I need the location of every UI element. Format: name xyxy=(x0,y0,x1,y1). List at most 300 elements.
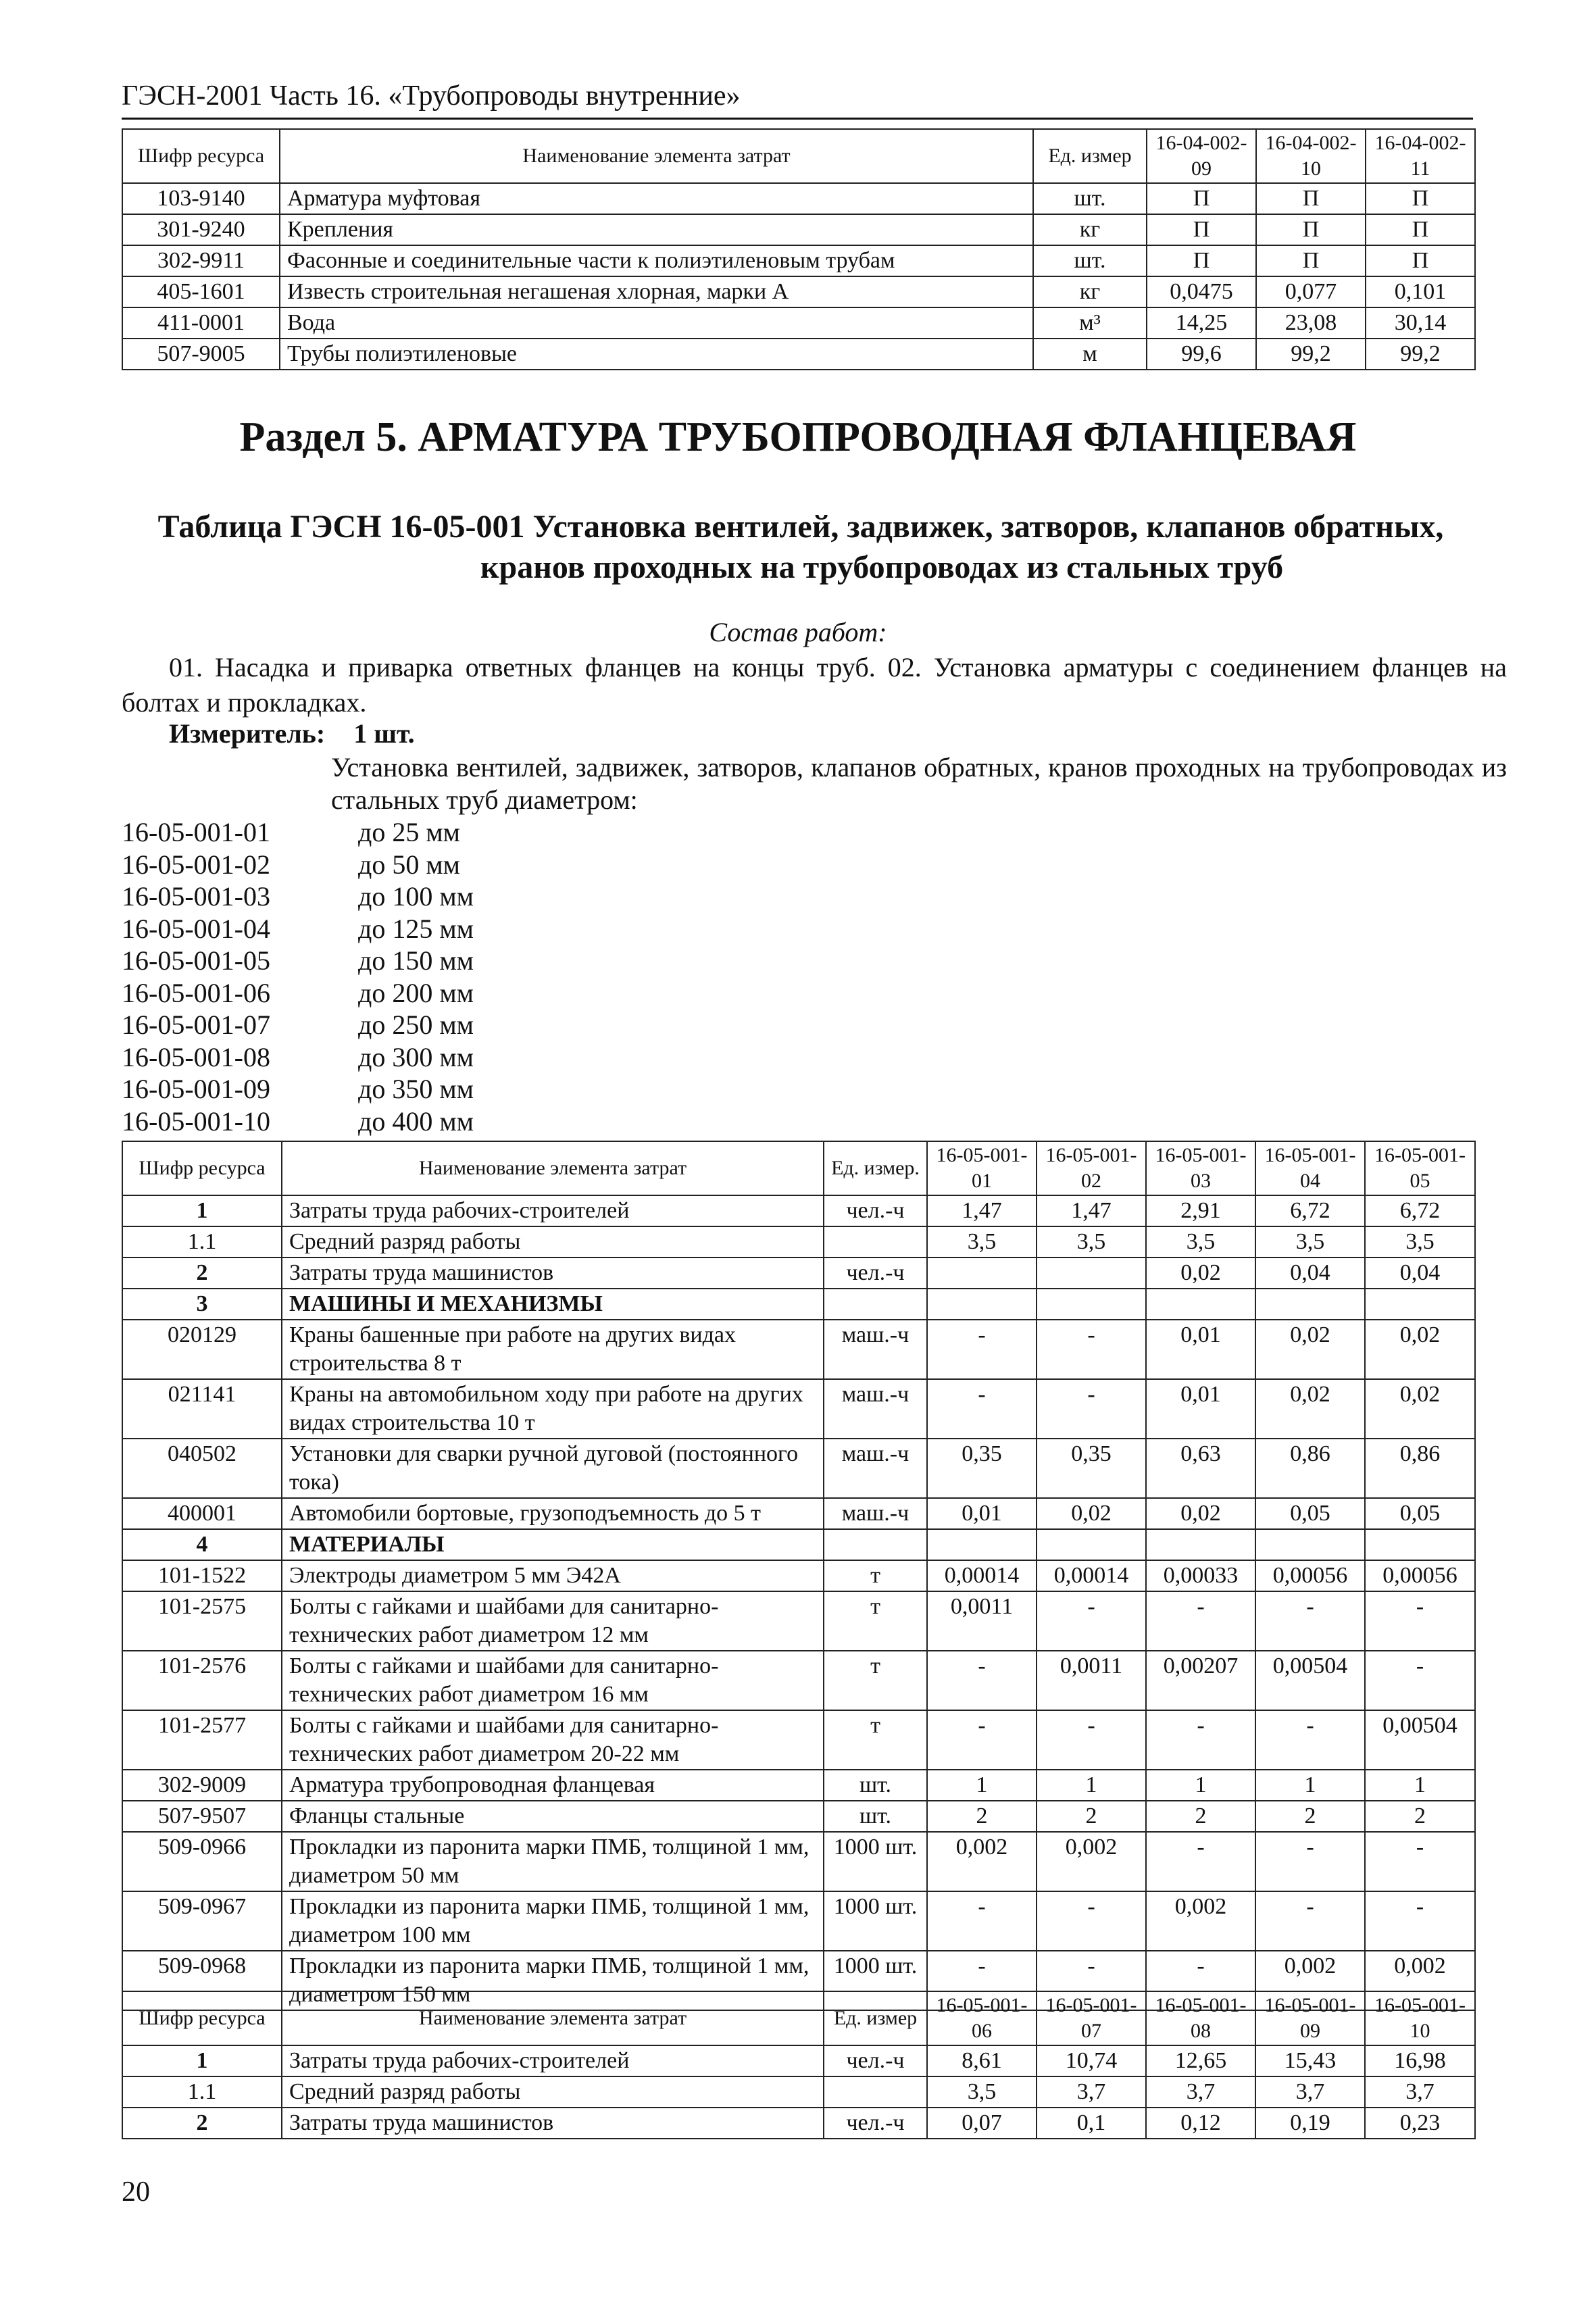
table-cell: - xyxy=(927,1320,1037,1379)
table-cell: П xyxy=(1256,183,1366,214)
table-cell: 3,7 xyxy=(1365,2076,1475,2108)
column-header: 16-05-001-08 xyxy=(1146,1991,1255,2045)
table-cell: 302-9009 xyxy=(122,1770,282,1801)
table-cell: 405-1601 xyxy=(122,276,280,307)
column-header: 16-04-002-10 xyxy=(1256,129,1366,183)
table-cell: 1 xyxy=(1037,1770,1146,1801)
column-header: Ед. измер xyxy=(1033,129,1147,183)
table-cell: Затраты труда машинистов xyxy=(282,2108,824,2139)
column-header: Ед. измер. xyxy=(824,1141,927,1195)
table-cell: Средний разряд работы xyxy=(282,1226,824,1258)
table-cell: - xyxy=(1146,1710,1255,1770)
table-row xyxy=(122,183,1475,214)
table-cell: 020129 xyxy=(122,1320,282,1379)
table-cell: 0,35 xyxy=(1037,1439,1146,1498)
table-cell: 0,00504 xyxy=(1365,1710,1475,1770)
table-cell: 0,1 xyxy=(1037,2108,1146,2139)
table-cell: 0,02 xyxy=(1365,1379,1475,1439)
table-row xyxy=(122,1801,1475,1832)
table-cell: Фланцы стальные xyxy=(282,1801,824,1832)
table-cell: - xyxy=(1255,1591,1365,1651)
table-cell: 10,74 xyxy=(1037,2045,1146,2076)
table-cell: Крепления xyxy=(280,214,1033,245)
table-row xyxy=(122,1195,1475,1226)
table-row xyxy=(122,1379,1475,1439)
table-cell: - xyxy=(1037,1379,1146,1439)
table-cell: 3,5 xyxy=(927,1226,1037,1258)
table-cell: 507-9507 xyxy=(122,1801,282,1832)
table-title-line2: кранов проходных на трубопроводах из стальных труб xyxy=(480,549,1284,585)
column-header: 16-04-002-11 xyxy=(1366,129,1475,183)
column-header: 16-05-001-06 xyxy=(927,1991,1037,2045)
table-cell: П xyxy=(1366,245,1475,276)
table-cell: 0,002 xyxy=(927,1832,1037,1891)
meter-value: 1 шт. xyxy=(353,718,415,749)
rate-description: до 150 мм xyxy=(358,945,474,976)
table-cell: 1 xyxy=(1255,1770,1365,1801)
table-bottom xyxy=(122,1991,1476,2139)
table-cell: Краны на автомобильном ходу при работе на других видах строительства 10 т xyxy=(282,1379,824,1439)
table-cell: - xyxy=(927,1710,1037,1770)
table-cell: чел.-ч xyxy=(824,1195,927,1226)
table-cell: 509-0967 xyxy=(122,1891,282,1951)
table-cell: 0,04 xyxy=(1365,1258,1475,1289)
table-cell: 2 xyxy=(1365,1801,1475,1832)
table-cell: т xyxy=(824,1710,927,1770)
table-cell: 507-9005 xyxy=(122,339,280,370)
table-cell: - xyxy=(1037,1951,1146,2010)
table-cell: 1000 шт. xyxy=(824,1951,927,2010)
table-header-row xyxy=(122,1991,1475,2045)
column-header: 16-05-001-01 xyxy=(927,1141,1037,1195)
table-cell: - xyxy=(1146,1951,1255,2010)
table-cell: 021141 xyxy=(122,1379,282,1439)
table-cell: 1,47 xyxy=(1037,1195,1146,1226)
table-cell: шт. xyxy=(824,1801,927,1832)
rate-item xyxy=(122,945,474,977)
table-cell xyxy=(927,1258,1037,1289)
table-cell: 0,002 xyxy=(1146,1891,1255,1951)
column-header: Шифр ресурса xyxy=(122,1141,282,1195)
table-cell: Вода xyxy=(280,307,1033,339)
rate-item xyxy=(122,913,474,945)
table-cell: маш.-ч xyxy=(824,1379,927,1439)
table-cell: 411-0001 xyxy=(122,307,280,339)
column-header: 16-05-001-10 xyxy=(1365,1991,1475,2045)
table-cell: Затраты труда рабочих-строителей xyxy=(282,2045,824,2076)
table-cell: 6,72 xyxy=(1255,1195,1365,1226)
table-cell: 101-2576 xyxy=(122,1651,282,1710)
table-cell: 3,7 xyxy=(1255,2076,1365,2108)
table-row xyxy=(122,1891,1475,1951)
table-cell xyxy=(824,1226,927,1258)
table-row xyxy=(122,1651,1475,1710)
table-cell: 99,2 xyxy=(1256,339,1366,370)
table-cell: 0,02 xyxy=(1255,1379,1365,1439)
table-cell: 2 xyxy=(122,1258,282,1289)
table-cell: Прокладки из паронита марки ПМБ, толщиной 1 мм, диаметром 150 мм xyxy=(282,1951,824,2010)
rate-code: 16-05-001-10 xyxy=(122,1105,270,1137)
table-cell: 0,12 xyxy=(1146,2108,1255,2139)
table-cell: Установки для сварки ручной дуговой (постоянного тока) xyxy=(282,1439,824,1498)
table-cell: 0,02 xyxy=(1255,1320,1365,1379)
table-cell: 0,077 xyxy=(1256,276,1366,307)
rate-code: 16-05-001-02 xyxy=(122,849,270,880)
table-cell: 101-2575 xyxy=(122,1591,282,1651)
rate-description: до 200 мм xyxy=(358,977,474,1008)
rate-code: 16-05-001-07 xyxy=(122,1010,270,1040)
table-cell: Прокладки из паронита марки ПМБ, толщиной 1 мм, диаметром 50 мм xyxy=(282,1832,824,1891)
table-cell: - xyxy=(1255,1710,1365,1770)
table-cell: 14,25 xyxy=(1147,307,1256,339)
table-cell: П xyxy=(1147,183,1256,214)
table-cell: шт. xyxy=(824,1770,927,1801)
table-cell: 1000 шт. xyxy=(824,1832,927,1891)
table-cell xyxy=(927,1529,1037,1560)
rate-list xyxy=(122,816,474,1137)
table-cell: 509-0966 xyxy=(122,1832,282,1891)
table-cell: 0,0011 xyxy=(927,1591,1037,1651)
table-cell: 1 xyxy=(122,1195,282,1226)
table-row xyxy=(122,1710,1475,1770)
table-cell: 0,01 xyxy=(927,1498,1037,1529)
rate-code: 16-05-001-08 xyxy=(122,1041,270,1072)
table-cell: П xyxy=(1256,245,1366,276)
rate-code: 16-05-001-04 xyxy=(122,913,270,944)
rate-description: до 125 мм xyxy=(358,913,474,944)
table-cell: 0,101 xyxy=(1366,276,1475,307)
table-cell xyxy=(824,2076,927,2108)
meter xyxy=(169,718,415,749)
table-cell xyxy=(1146,1529,1255,1560)
table-cell: - xyxy=(1255,1832,1365,1891)
column-header: Шифр ресурса xyxy=(122,1991,282,2045)
table-cell: 0,002 xyxy=(1037,1832,1146,1891)
table-row xyxy=(122,1560,1475,1591)
table-cell: 101-1522 xyxy=(122,1560,282,1591)
rate-description: до 50 мм xyxy=(358,849,460,880)
table-cell: 15,43 xyxy=(1255,2045,1365,2076)
table-cell: 1 xyxy=(122,2045,282,2076)
column-header: Наименование элемента затрат xyxy=(282,1141,824,1195)
table-cell: 0,02 xyxy=(1037,1498,1146,1529)
table-cell: т xyxy=(824,1651,927,1710)
table-cell: - xyxy=(1146,1832,1255,1891)
table-cell: м xyxy=(1033,339,1147,370)
table-cell: П xyxy=(1366,214,1475,245)
table-cell: 0,07 xyxy=(927,2108,1037,2139)
column-header: 16-05-001-05 xyxy=(1365,1141,1475,1195)
table-cell: 0,00014 xyxy=(1037,1560,1146,1591)
table-row xyxy=(122,214,1475,245)
table-cell: - xyxy=(927,1891,1037,1951)
table-row xyxy=(122,1591,1475,1651)
table-cell: П xyxy=(1366,183,1475,214)
table-cell: П xyxy=(1147,214,1256,245)
table-row xyxy=(122,307,1475,339)
table-cell: 0,04 xyxy=(1255,1258,1365,1289)
table-cell: 2 xyxy=(927,1801,1037,1832)
table-cell: 3,5 xyxy=(927,2076,1037,2108)
table-cell: Арматура муфтовая xyxy=(280,183,1033,214)
table-cell: Болты с гайками и шайбами для санитарно-технических работ диаметром 20-22 мм xyxy=(282,1710,824,1770)
table-cell xyxy=(1255,1289,1365,1320)
table-cell: Болты с гайками и шайбами для санитарно-технических работ диаметром 16 мм xyxy=(282,1651,824,1710)
table-cell xyxy=(1146,1289,1255,1320)
table-cell: 1.1 xyxy=(122,1226,282,1258)
table-cell: - xyxy=(1365,1651,1475,1710)
table-row xyxy=(122,245,1475,276)
table-cell: 3,5 xyxy=(1146,1226,1255,1258)
table-cell: - xyxy=(1037,1710,1146,1770)
table-cell: 2 xyxy=(122,2108,282,2139)
table-cell: 1 xyxy=(1365,1770,1475,1801)
rates-intro: Установка вентилей, задвижек, затворов, клапанов обратных, кранов проходных на трубопроводах из стальных труб диаметром: xyxy=(331,752,1507,815)
table-cell: 509-0968 xyxy=(122,1951,282,2010)
table-row xyxy=(122,2108,1475,2139)
table-cell: маш.-ч xyxy=(824,1439,927,1498)
table-main xyxy=(122,1141,1476,2011)
table-cell: 0,23 xyxy=(1365,2108,1475,2139)
table-cell: Автомобили бортовые, грузоподъемность до 5 т xyxy=(282,1498,824,1529)
table-cell: - xyxy=(1255,1891,1365,1951)
table-cell: 0,86 xyxy=(1255,1439,1365,1498)
table-row xyxy=(122,1258,1475,1289)
table-cell: 0,01 xyxy=(1146,1320,1255,1379)
table-row xyxy=(122,1289,1475,1320)
table-cell: - xyxy=(927,1651,1037,1710)
table-cell: 0,63 xyxy=(1146,1439,1255,1498)
meter-label: Измеритель: xyxy=(169,718,326,749)
table-cell: Краны башенные при работе на других видах строительства 8 т xyxy=(282,1320,824,1379)
table-cell: 0,00504 xyxy=(1255,1651,1365,1710)
table-cell: 1,47 xyxy=(927,1195,1037,1226)
work-composition-heading: Состав работ: xyxy=(709,617,887,647)
table-cell: - xyxy=(1037,1591,1146,1651)
table-row xyxy=(122,276,1475,307)
table-title xyxy=(122,507,1480,588)
table-cell: 1 xyxy=(927,1770,1037,1801)
table-cell: 302-9911 xyxy=(122,245,280,276)
rate-description: до 100 мм xyxy=(358,881,474,912)
table-cell xyxy=(1037,1258,1146,1289)
table-cell: 3,5 xyxy=(1037,1226,1146,1258)
rate-code: 16-05-001-06 xyxy=(122,977,270,1008)
table-cell: 2,91 xyxy=(1146,1195,1255,1226)
table-cell: 6,72 xyxy=(1365,1195,1475,1226)
table-cell xyxy=(1037,1529,1146,1560)
rate-code: 16-05-001-03 xyxy=(122,881,270,912)
table-cell: м³ xyxy=(1033,307,1147,339)
table-cell: 0,19 xyxy=(1255,2108,1365,2139)
table-cell: 040502 xyxy=(122,1439,282,1498)
table-cell: Трубы полиэтиленовые xyxy=(280,339,1033,370)
table-cell: 23,08 xyxy=(1256,307,1366,339)
table-cell: кг xyxy=(1033,214,1147,245)
table-row xyxy=(122,2045,1475,2076)
rate-description: до 250 мм xyxy=(358,1010,474,1040)
table-cell: 8,61 xyxy=(927,2045,1037,2076)
table-cell: 3,7 xyxy=(1146,2076,1255,2108)
table-cell: П xyxy=(1256,214,1366,245)
column-header: 16-05-001-03 xyxy=(1146,1141,1255,1195)
table-cell: 3,5 xyxy=(1255,1226,1365,1258)
table-cell: 0,05 xyxy=(1365,1498,1475,1529)
table-cell: - xyxy=(1037,1320,1146,1379)
table-cell xyxy=(824,1289,927,1320)
table-cell: П xyxy=(1147,245,1256,276)
table-cell: маш.-ч xyxy=(824,1320,927,1379)
rate-item xyxy=(122,1041,474,1074)
table-cell: Прокладки из паронита марки ПМБ, толщиной 1 мм, диаметром 100 мм xyxy=(282,1891,824,1951)
table-row xyxy=(122,1226,1475,1258)
rate-code: 16-05-001-01 xyxy=(122,817,270,847)
table-cell: маш.-ч xyxy=(824,1498,927,1529)
column-header: 16-04-002-09 xyxy=(1147,129,1256,183)
section-title: Раздел 5. АРМАТУРА ТРУБОПРОВОДНАЯ ФЛАНЦЕВАЯ xyxy=(239,414,1357,460)
table-cell: 0,00207 xyxy=(1146,1651,1255,1710)
table-cell: 0,002 xyxy=(1365,1951,1475,2010)
table-cell: МАТЕРИАЛЫ xyxy=(282,1529,824,1560)
table-row xyxy=(122,1832,1475,1891)
table-cell: 4 xyxy=(122,1529,282,1560)
table-cell: шт. xyxy=(1033,183,1147,214)
column-header: 16-05-001-04 xyxy=(1255,1141,1365,1195)
table-cell: 0,02 xyxy=(1146,1498,1255,1529)
table-cell: 0,00056 xyxy=(1255,1560,1365,1591)
table-cell: 0,0475 xyxy=(1147,276,1256,307)
table-cell: 0,86 xyxy=(1365,1439,1475,1498)
table-cell: Затраты труда машинистов xyxy=(282,1258,824,1289)
table-cell: 30,14 xyxy=(1366,307,1475,339)
rate-item xyxy=(122,816,474,849)
rate-code: 16-05-001-09 xyxy=(122,1074,270,1104)
table-cell: 101-2577 xyxy=(122,1710,282,1770)
table-cell: 0,00033 xyxy=(1146,1560,1255,1591)
table-row xyxy=(122,339,1475,370)
table-cell: Известь строительная негашеная хлорная, марки А xyxy=(280,276,1033,307)
table-cell: Электроды диаметром 5 мм Э42А xyxy=(282,1560,824,1591)
table-row xyxy=(122,1439,1475,1498)
work-composition-text: 01. Насадка и приварка ответных фланцев на концы труб. 02. Установка арматуры с соединением фланцев на болтах и прокладках. xyxy=(122,652,1507,718)
column-header: Ед. измер xyxy=(824,1991,927,2045)
table-header-row xyxy=(122,129,1475,183)
table-top xyxy=(122,128,1476,370)
rate-item xyxy=(122,1009,474,1041)
table-cell: - xyxy=(927,1379,1037,1439)
table-row xyxy=(122,1498,1475,1529)
table-cell: 0,0011 xyxy=(1037,1651,1146,1710)
table-cell: 400001 xyxy=(122,1498,282,1529)
table-cell: 0,002 xyxy=(1255,1951,1365,2010)
table-cell: - xyxy=(1365,1891,1475,1951)
table-cell: 0,00014 xyxy=(927,1560,1037,1591)
table-cell: чел.-ч xyxy=(824,2108,927,2139)
rate-code: 16-05-001-05 xyxy=(122,945,270,976)
table-cell: 0,05 xyxy=(1255,1498,1365,1529)
table-cell: т xyxy=(824,1591,927,1651)
rate-description: до 350 мм xyxy=(358,1074,474,1104)
page-number: 20 xyxy=(122,2176,150,2208)
rate-item xyxy=(122,1105,474,1138)
table-cell xyxy=(1365,1289,1475,1320)
table-cell: 0,00056 xyxy=(1365,1560,1475,1591)
table-cell: чел.-ч xyxy=(824,2045,927,2076)
table-cell: 2 xyxy=(1037,1801,1146,1832)
table-cell: 99,6 xyxy=(1147,339,1256,370)
table-cell: 3 xyxy=(122,1289,282,1320)
table-cell: 103-9140 xyxy=(122,183,280,214)
rate-item xyxy=(122,1073,474,1105)
table-cell: - xyxy=(1365,1832,1475,1891)
column-header: 16-05-001-09 xyxy=(1255,1991,1365,2045)
column-header: 16-05-001-02 xyxy=(1037,1141,1146,1195)
table-row xyxy=(122,1320,1475,1379)
table-cell: 3,5 xyxy=(1365,1226,1475,1258)
rate-item xyxy=(122,977,474,1010)
table-cell: 2 xyxy=(1146,1801,1255,1832)
table-cell: кг xyxy=(1033,276,1147,307)
rate-description: до 300 мм xyxy=(358,1041,474,1072)
table-cell: 301-9240 xyxy=(122,214,280,245)
table-cell: 1 xyxy=(1146,1770,1255,1801)
table-cell: 2 xyxy=(1255,1801,1365,1832)
table-cell: - xyxy=(927,1951,1037,2010)
table-cell: - xyxy=(1037,1891,1146,1951)
table-cell: 16,98 xyxy=(1365,2045,1475,2076)
table-cell xyxy=(1365,1529,1475,1560)
rate-description: до 25 мм xyxy=(358,817,460,847)
column-header: Наименование элемента затрат xyxy=(282,1991,824,2045)
column-header: 16-05-001-07 xyxy=(1037,1991,1146,2045)
table-cell: шт. xyxy=(1033,245,1147,276)
table-cell: 1.1 xyxy=(122,2076,282,2108)
table-cell: 12,65 xyxy=(1146,2045,1255,2076)
table-cell: Затраты труда рабочих-строителей xyxy=(282,1195,824,1226)
table-cell: 99,2 xyxy=(1366,339,1475,370)
rate-item xyxy=(122,849,474,881)
column-header: Наименование элемента затрат xyxy=(280,129,1033,183)
table-cell: 3,7 xyxy=(1037,2076,1146,2108)
table-cell: Арматура трубопроводная фланцевая xyxy=(282,1770,824,1801)
table-row xyxy=(122,1770,1475,1801)
table-cell: МАШИНЫ И МЕХАНИЗМЫ xyxy=(282,1289,824,1320)
rate-item xyxy=(122,880,474,913)
table-cell: 0,01 xyxy=(1146,1379,1255,1439)
table-cell: Средний разряд работы xyxy=(282,2076,824,2108)
table-cell: Фасонные и соединительные части к полиэтиленовым трубам xyxy=(280,245,1033,276)
table-row xyxy=(122,1529,1475,1560)
table-row xyxy=(122,2076,1475,2108)
table-cell: т xyxy=(824,1560,927,1591)
table-cell: 1000 шт. xyxy=(824,1891,927,1951)
rate-description: до 400 мм xyxy=(358,1105,474,1137)
running-header: ГЭСН-2001 Часть 16. «Трубопроводы внутренние» xyxy=(122,80,1473,120)
table-cell xyxy=(1037,1289,1146,1320)
table-header-row xyxy=(122,1141,1475,1195)
table-cell xyxy=(824,1529,927,1560)
table-cell: - xyxy=(1365,1591,1475,1651)
table-cell: 0,02 xyxy=(1365,1320,1475,1379)
table-cell xyxy=(927,1289,1037,1320)
table-cell: чел.-ч xyxy=(824,1258,927,1289)
table-cell: 0,02 xyxy=(1146,1258,1255,1289)
table-cell: - xyxy=(1146,1591,1255,1651)
table-cell: Болты с гайками и шайбами для санитарно-технических работ диаметром 12 мм xyxy=(282,1591,824,1651)
table-cell xyxy=(1255,1529,1365,1560)
table-cell: 0,35 xyxy=(927,1439,1037,1498)
table-title-line1: Таблица ГЭСН 16-05-001 Установка вентилей, задвижек, затворов, клапанов обратных, xyxy=(157,509,1444,545)
